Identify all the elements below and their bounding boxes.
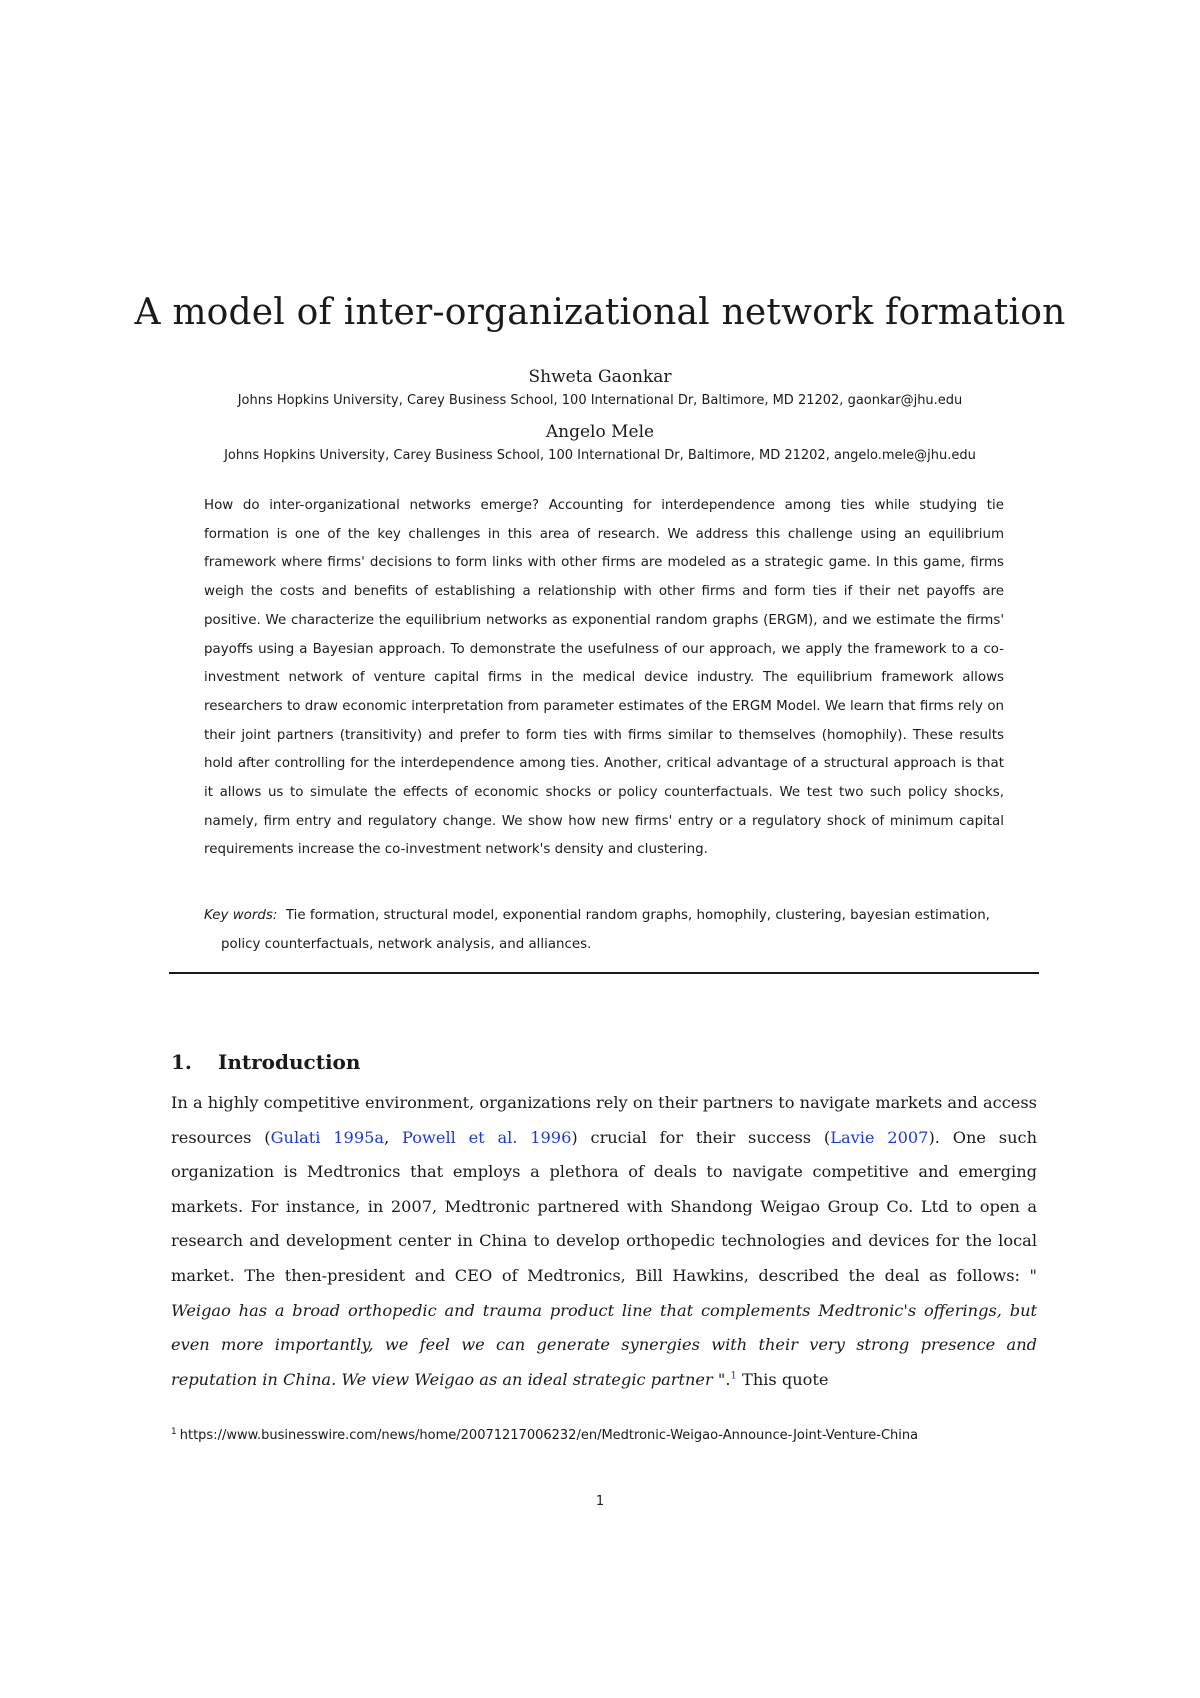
keywords — [204, 901, 1021, 959]
author-name-1: Shweta Gaonkar — [528, 367, 672, 387]
citation-link-gulati[interactable]: Gulati 1995a — [270, 1127, 385, 1147]
footnote-mark: 1 — [171, 1426, 177, 1437]
quote-close: ". — [712, 1369, 731, 1389]
footnote-reference-link[interactable]: 1 — [730, 1370, 737, 1382]
section-title: Introduction — [218, 1050, 361, 1074]
author-affiliation-1: Johns Hopkins University, Carey Business School, 100 International Dr, Baltimore, MD 21202, gaonkar@jhu.edu — [237, 393, 963, 408]
intro-text-2: ) crucial for their success ( — [571, 1127, 831, 1147]
citation-separator: , — [384, 1127, 403, 1147]
keywords-label: Key words: — [204, 908, 278, 923]
footnote — [171, 1425, 1037, 1447]
ceo-quote: Weigao has a broad orthopedic and trauma product line that complements Medtronic's offerings, but even more importantly, we feel we can generate synergies with their very strong presence and reputation in China. We view Weigao as an ideal strategic partner — [171, 1300, 1037, 1389]
author-name-2: Angelo Mele — [545, 422, 655, 442]
intro-paragraph — [171, 1086, 1037, 1397]
section-heading — [171, 1050, 360, 1074]
section-number: 1. — [171, 1050, 192, 1074]
abstract-divider — [169, 972, 1039, 974]
page-number: 1 — [595, 1494, 605, 1509]
citation-link-powell[interactable]: Powell et al. 1996 — [402, 1127, 572, 1147]
keywords-text: Tie formation, structural model, exponential random graphs, homophily, clustering, bayesian estimation, policy counterfactuals, network analysis, and alliances. — [221, 908, 990, 952]
footnote-url[interactable]: https://www.businesswire.com/news/home/20071217006232/en/Medtronic-Weigao-Announce-Joint-Venture-China — [179, 1428, 919, 1443]
citation-link-lavie[interactable]: Lavie 2007 — [830, 1127, 929, 1147]
intro-text-3: ). One such organization is Medtronics that employs a plethora of deals to navigate competitive and emerging markets. For instance, in 2007, Medtronic partnered with Shandong Weigao Group Co. Ltd to open a research and development center in China to develop orthopedic technologies and devices for the local market. The then-president and CEO of Medtronics, Bill Hawkins, described the deal as follows: " — [171, 1127, 1038, 1285]
intro-text-1: In a highly competitive environment, organizations rely on their partners to navigate markets and access resources ( — [171, 1093, 1037, 1147]
abstract: How do inter-organizational networks emerge? Accounting for interdependence among ties while studying tie formation is one of the key challenges in this area of research. We address this challenge using an equilibrium framework where firms' decisions to form links with other firms are modeled as a strategic game. In this game, firms weigh the costs and benefits of establishing a relationship with other firms and form ties if their net payoffs are positive. We characterize the equilibrium networks as exponential random graphs (ERGM), and we estimate the firms' payoffs using a Bayesian approach. To demonstrate the usefulness of our approach, we apply the framework to a co-investment network of venture capital firms in the medical device industry. The equilibrium framework allows researchers to draw economic interpretation from parameter estimates of the ERGM Model. We learn that firms rely on their joint partners (transitivity) and prefer to form ties with firms similar to themselves (homophily). These results hold after controlling for the interdependence among ties. Another, critical advantage of a structural approach is that it allows us to simulate the effects of economic shocks or policy counterfactuals. We test two such policy shocks, namely, firm entry and regulatory change. We show how new firms' entry or a regulatory shock of minimum capital requirements increase the co-investment network's density and clustering. — [204, 498, 1004, 858]
author-affiliation-2: Johns Hopkins University, Carey Business School, 100 International Dr, Baltimore, MD 21202, angelo.mele@jhu.edu — [224, 448, 976, 463]
intro-text-4: This quote — [736, 1369, 829, 1389]
paper-title: A model of inter-organizational network formation — [134, 292, 1066, 333]
